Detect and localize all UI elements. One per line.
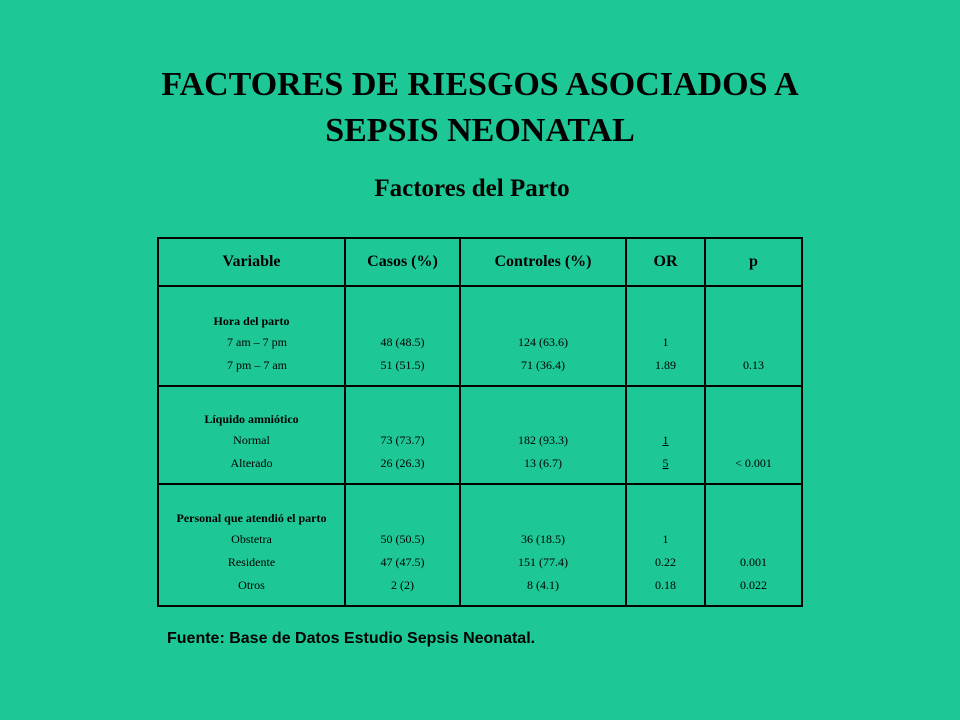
variable-item: 7 pm – 7 am <box>227 358 287 372</box>
controles-cell <box>460 484 626 606</box>
variable-item: 7 am – 7 pm <box>227 335 287 349</box>
casos-cell <box>345 484 460 606</box>
slide-subtitle: Factores del Parto <box>374 175 570 202</box>
variable-heading: Líquido amniótico <box>204 412 299 426</box>
casos-cell <box>345 386 460 484</box>
p-value: 0.13 <box>743 358 764 372</box>
controles-value: 151 (77.4) <box>518 555 568 569</box>
p-value: 0.001 <box>740 555 767 569</box>
p-cell <box>705 286 802 386</box>
casos-value: 51 (51.5) <box>380 358 425 372</box>
casos-value: 73 (73.7) <box>380 433 425 447</box>
table-row <box>158 386 802 484</box>
or-value: 0.18 <box>655 578 676 592</box>
or-value: 1 <box>662 532 669 546</box>
slide-title-line-1: FACTORES DE RIESGOS ASOCIADOS A <box>161 66 799 103</box>
controles-value: 36 (18.5) <box>521 532 565 546</box>
variable-item: Otros <box>238 578 265 592</box>
variable-heading: Hora del parto <box>213 314 290 328</box>
header-casos: Casos (%) <box>345 238 460 286</box>
or-cell <box>626 484 705 606</box>
variable-cell <box>158 386 345 484</box>
p-value: < 0.001 <box>735 456 772 470</box>
controles-value: 71 (36.4) <box>521 358 565 372</box>
risk-factors-table <box>157 237 803 607</box>
variable-heading: Personal que atendió el parto <box>176 511 327 525</box>
table-header-row <box>158 238 802 286</box>
controles-value: 124 (63.6) <box>518 335 568 349</box>
controles-cell <box>460 386 626 484</box>
casos-value: 47 (47.5) <box>380 555 425 569</box>
variable-cell <box>158 484 345 606</box>
or-value: 5 <box>662 456 669 470</box>
controles-cell <box>460 286 626 386</box>
p-cell <box>705 484 802 606</box>
casos-value: 26 (26.3) <box>380 456 425 470</box>
variable-item: Obstetra <box>231 532 272 546</box>
slide-title-line-2: SEPSIS NEONATAL <box>325 112 635 149</box>
slide-title <box>80 62 880 154</box>
or-cell <box>626 386 705 484</box>
or-value: 0.22 <box>655 555 676 569</box>
controles-value: 13 (6.7) <box>524 456 562 470</box>
controles-value: 182 (93.3) <box>518 433 568 447</box>
or-value: 1 <box>662 433 669 447</box>
p-value: 0.022 <box>740 578 767 592</box>
casos-value: 50 (50.5) <box>380 532 425 546</box>
header-or: OR <box>626 238 705 286</box>
table-row <box>158 484 802 606</box>
or-value: 1.89 <box>655 358 676 372</box>
or-cell <box>626 286 705 386</box>
casos-value: 2 (2) <box>391 578 414 592</box>
variable-item: Alterado <box>230 456 273 470</box>
casos-cell <box>345 286 460 386</box>
header-controles: Controles (%) <box>460 238 626 286</box>
header-p: p <box>705 238 802 286</box>
or-value: 1 <box>662 335 669 349</box>
variable-cell <box>158 286 345 386</box>
variable-item: Normal <box>233 433 270 447</box>
variable-item: Residente <box>227 555 276 569</box>
table-row <box>158 286 802 386</box>
header-variable: Variable <box>158 238 345 286</box>
p-cell <box>705 386 802 484</box>
casos-value: 48 (48.5) <box>380 335 425 349</box>
controles-value: 8 (4.1) <box>527 578 559 592</box>
data-source-note: Fuente: Base de Datos Estudio Sepsis Neonatal. <box>167 630 536 647</box>
